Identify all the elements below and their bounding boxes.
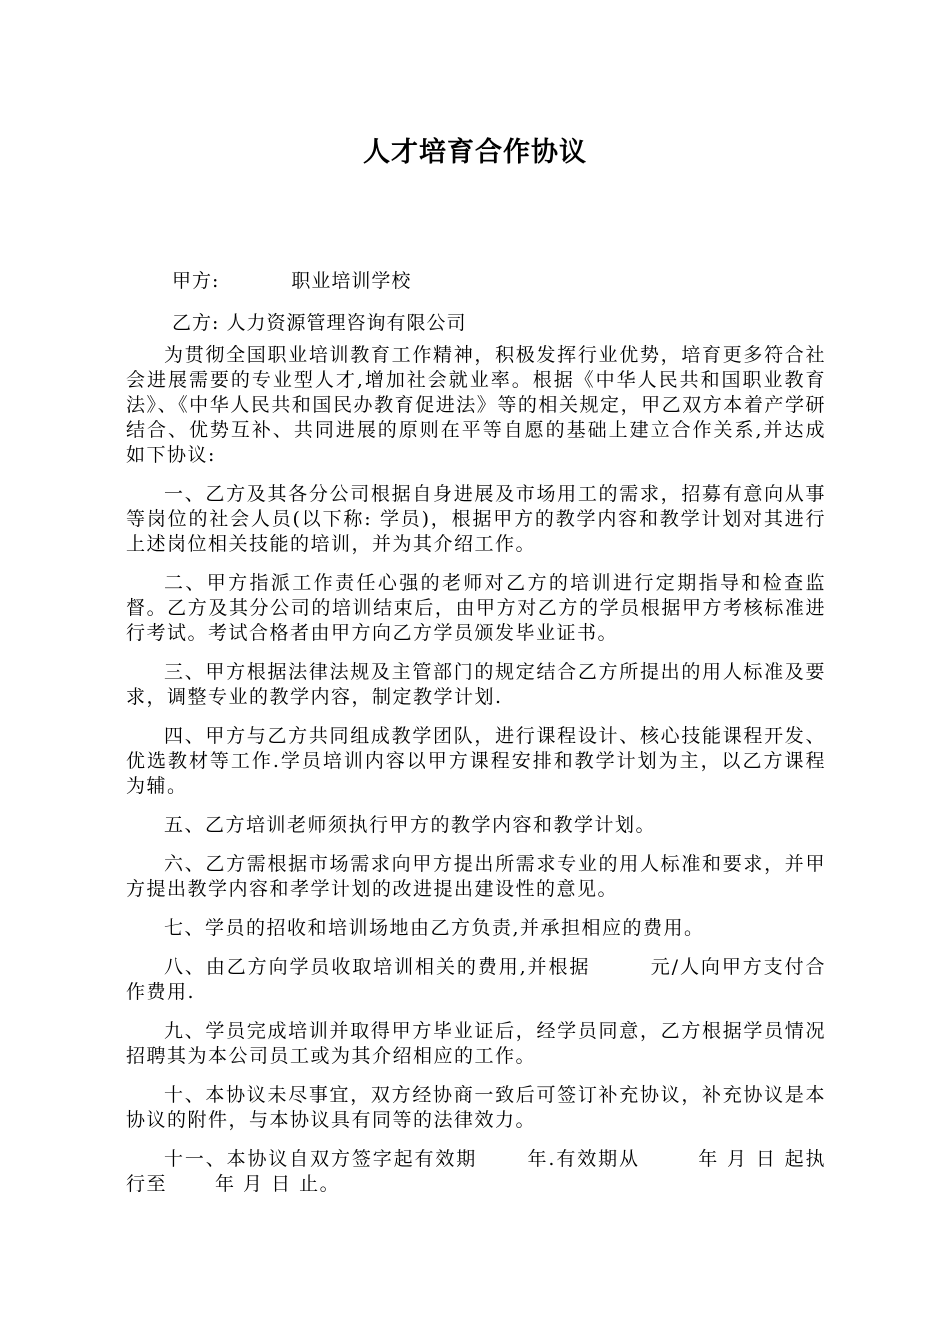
party-a-value: 职业培训学校 <box>291 270 412 292</box>
clause-5: 五、乙方培训老师须执行甲方的教学内容和教学计划。 <box>164 814 657 836</box>
clause-11 <box>126 1147 826 1197</box>
agreement-body <box>126 343 826 1211</box>
clause-11-text-a: 十一、本协议自双方签字起有效期 <box>164 1148 478 1170</box>
clause-8 <box>126 955 826 1005</box>
party-a-label: 甲方: <box>172 270 220 292</box>
clause-9: 九、学员完成培训并取得甲方毕业证后，经学员同意，乙方根据学员情况招聘其为本公司员工或为其介绍相应的工作。 <box>126 1020 826 1067</box>
clause-8-text-a: 八、由乙方向学员收取培训相关的费用,并根据 <box>164 956 591 978</box>
clause-11-text-d: 年 月 日 止。 <box>215 1173 341 1195</box>
clause-11-text-b: 年.有效期从 <box>527 1148 640 1170</box>
clause-4: 四、甲方与乙方共同组成教学团队，进行课程设计、核心技能课程开发、优选教材等工作.学员培训内容以甲方课程安排和教学计划为主，以乙方课程为辅。 <box>126 725 826 797</box>
clause-10: 十、本协议未尽事宜，双方经协商一致后可签订补充协议，补充协议是本协议的附件，与本协议具有同等的法律效力。 <box>126 1084 826 1131</box>
party-a-line <box>172 266 411 293</box>
clause-2: 二、甲方指派工作责任心强的老师对乙方的培训进行定期指导和检查监督。乙方及其分公司的培训结束后，由甲方对乙方的学员根据甲方考核标准进行考试。考试合格者由甲方向乙方学员颁发毕业证书。 <box>126 572 826 644</box>
clause-3: 三、甲方根据法律法规及主管部门的规定结合乙方所提出的用人标准及要求，调整专业的教学内容，制定教学计划. <box>126 661 826 708</box>
document-title: 人才培育合作协议 <box>363 137 587 168</box>
party-b-line: 乙方: 人力资源管理咨询有限公司 <box>172 312 467 334</box>
intro-paragraph: 为贯彻全国职业培训教育工作精神，积极发挥行业优势，培育更多符合社会进展需要的专业型人才,增加社会就业率。根据《中华人民共和国职业教育法》、《中华人民共和国民办教育促进法》等的相关规定，甲乙双方本着产学研结合、优势互补、共同进展的原则在平等自愿的基础上建立合作关系,并达成如下协议: <box>126 344 826 466</box>
clause-1: 一、乙方及其各分公司根据自身进展及市场用工的需求，招募有意向从事等岗位的社会人员(以下称: 学员)，根据甲方的教学内容和教学计划对其进行上述岗位相关技能的培训，并为其介绍工作。 <box>126 483 826 555</box>
clause-7: 七、学员的招收和培训场地由乙方负责,并承担相应的费用。 <box>164 917 705 939</box>
clause-6: 六、乙方需根据市场需求向甲方提出所需求专业的用人标准和要求，并甲方提出教学内容和孝学计划的改进提出建设性的意见。 <box>126 853 826 900</box>
clause-8-text-b: 元/人向甲方支付合作费用. <box>126 956 826 1003</box>
clause-11-text-c: 年 月 日 起执行至 <box>126 1148 826 1195</box>
